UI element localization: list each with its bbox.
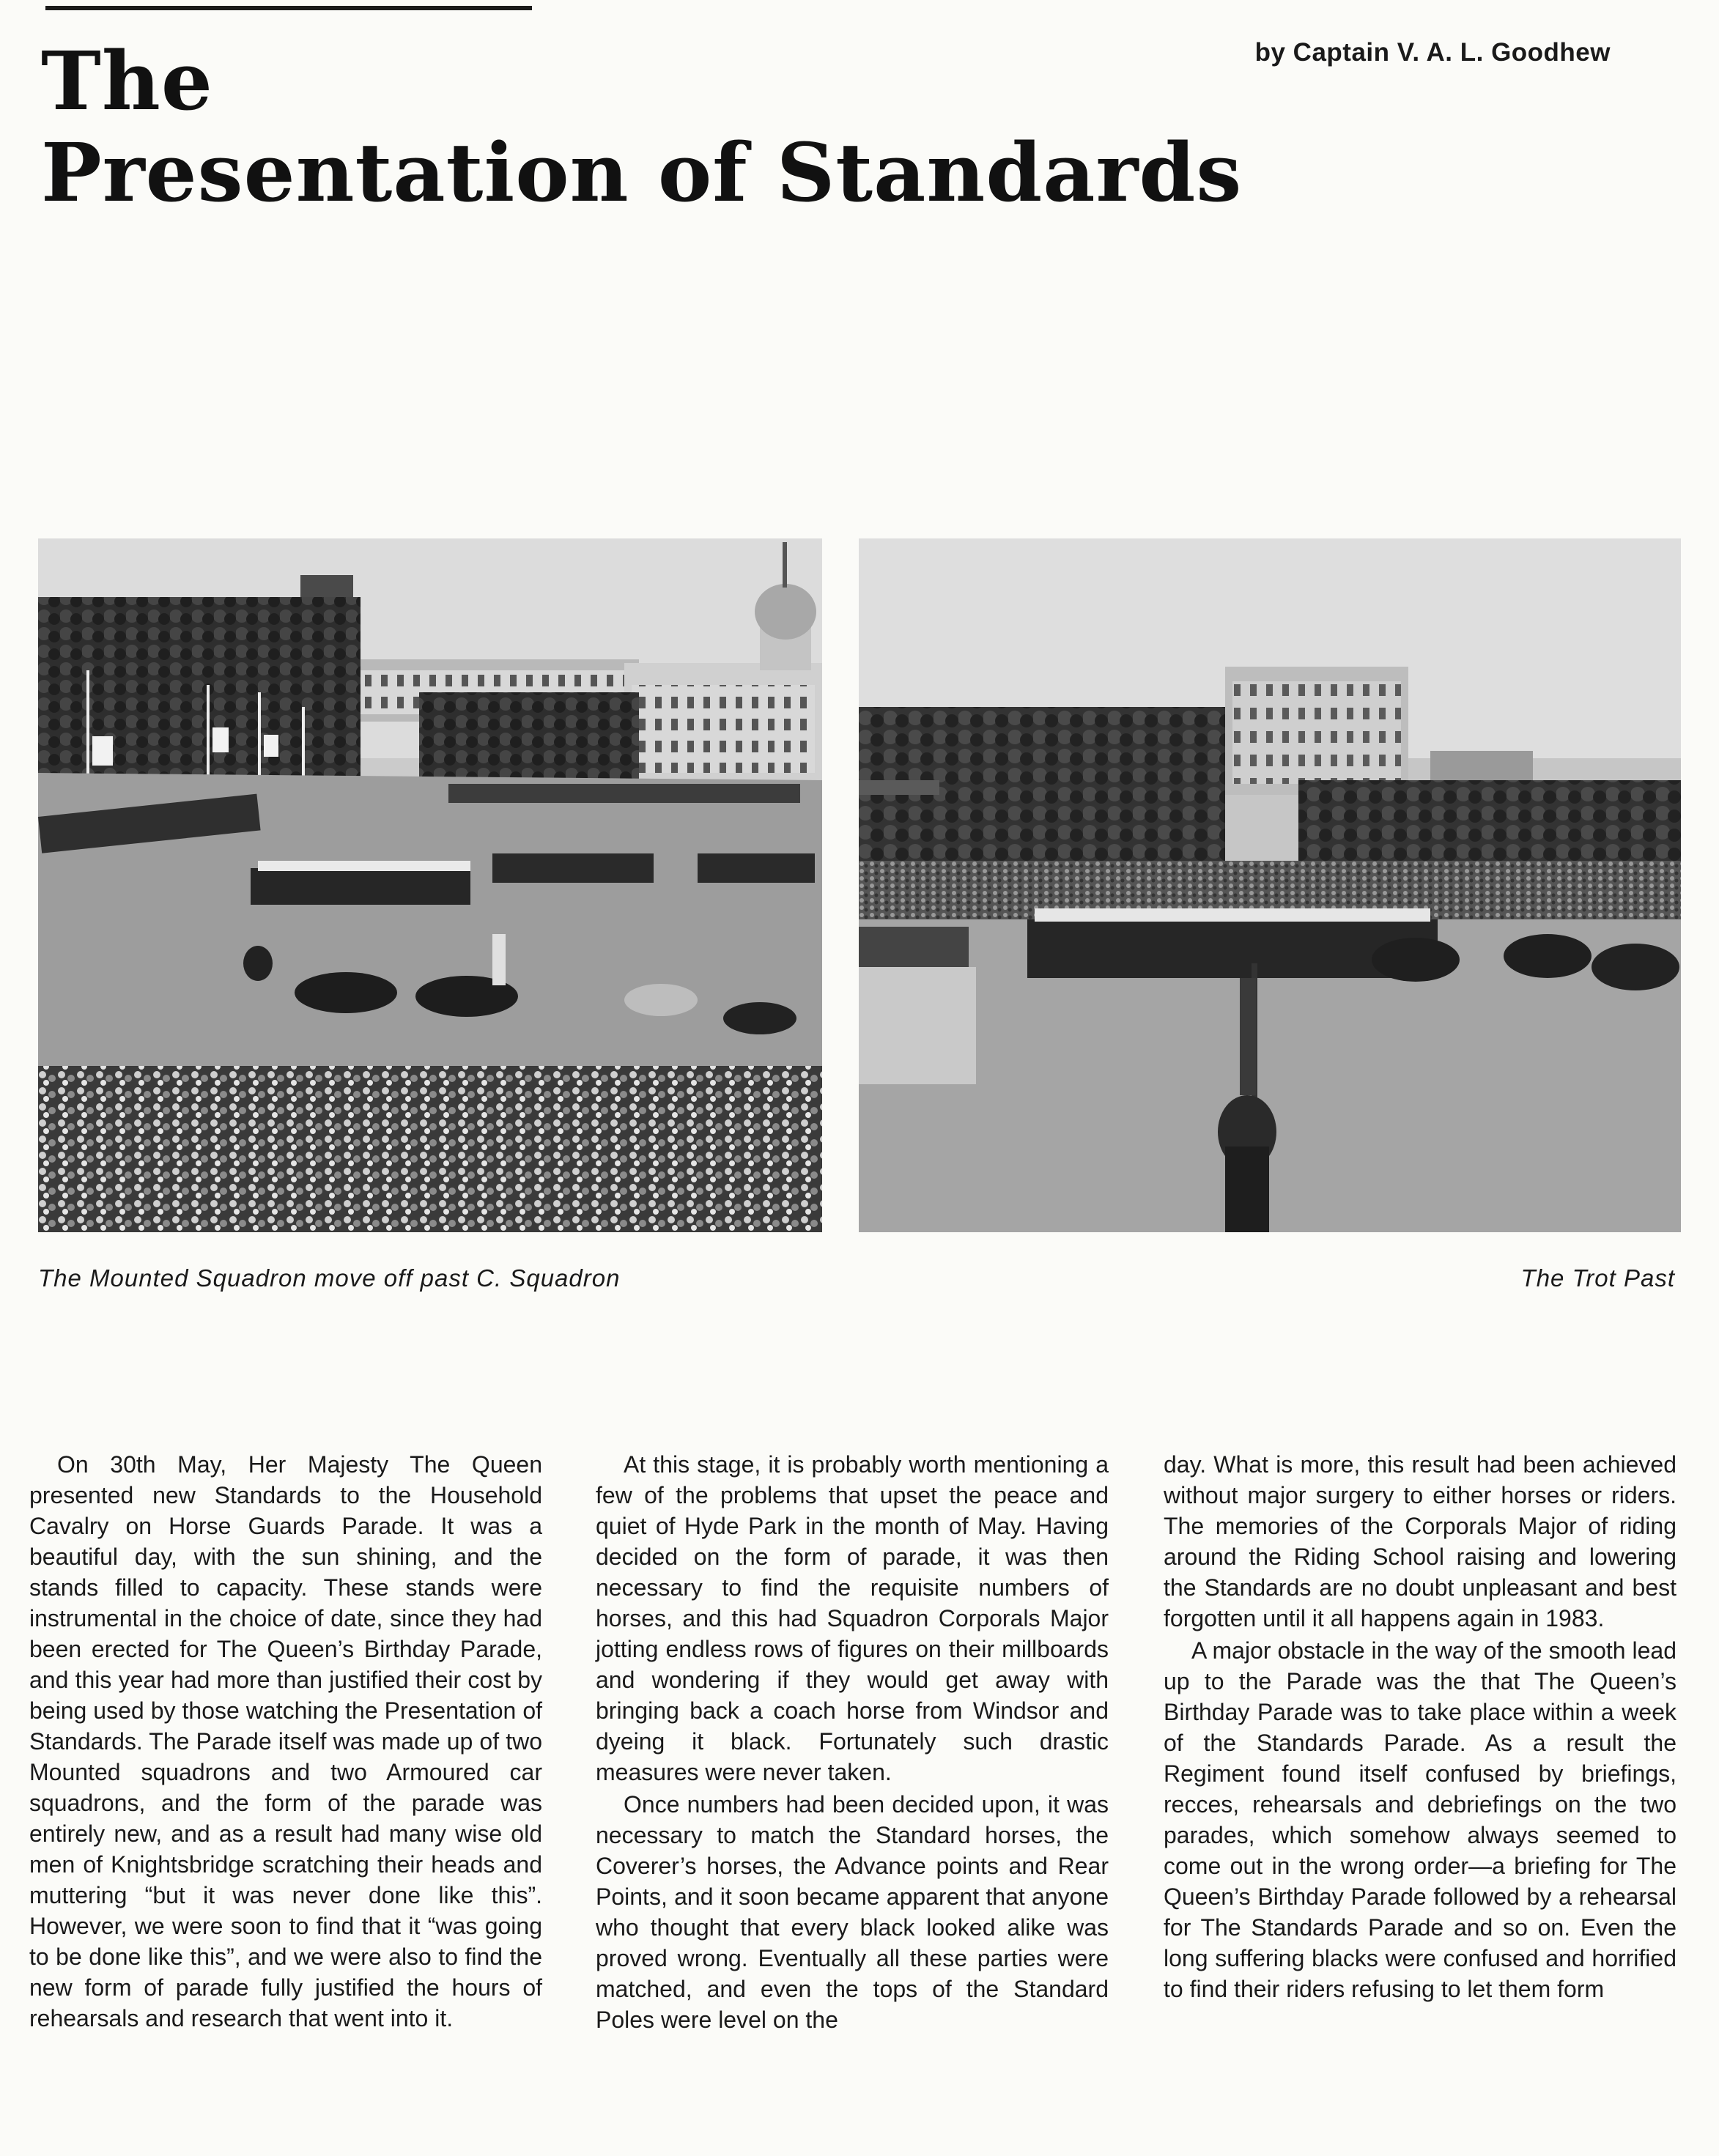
byline: by Captain V. A. L. Goodhew xyxy=(1254,38,1611,67)
paragraph: At this stage, it is probably worth mentioning a few of the problems that upset the peace and quiet of Hyde Park in the month of May. Having decided on the form of parade, it was then necessary to find the requisite numbers of horses, and this had Squadron Corporals Major jotting endless rows of figures on their millboards and wondering if they would get away with bringing back a coach horse from Windsor and dyeing it black. Fortunately such drastic measures were never taken. xyxy=(596,1451,1109,1785)
text-column-3 xyxy=(1164,1449,1677,2006)
title-line-2: Presentation of Standards xyxy=(41,125,1243,220)
paragraph: Once numbers had been decided upon, it was necessary to match the Standard horses, the Coverer’s horses, the Advance points and Rear Points, and it soon became apparent that anyone who thought that every black looked alike was proved wrong. Eventually all these parties were matched, and even the tops of the Standard Poles were level on the xyxy=(596,1791,1109,2033)
title-line-1: The xyxy=(41,34,213,128)
photo-caption-left: The Mounted Squadron move off past C. Squadron xyxy=(38,1264,621,1292)
photo-trot-past xyxy=(859,538,1681,1232)
paragraph: A major obstacle in the way of the smooth lead up to the Parade was the that The Queen’s Birthday Parade was to take place within a week of the Standards Parade. As a result the Regiment found itself confused by briefings, recces, rehearsals and debriefings on the two parades, which somehow always seemed to come out in the wrong order—a briefing for The Queen’s Birthday Parade followed by a rehearsal for The Standards Parade and so on. Even the long suffering blacks were confused and horrified to find their riders refusing to let them form xyxy=(1164,1637,1677,2002)
text-column-1 xyxy=(29,1449,542,2035)
top-rule xyxy=(45,6,532,10)
text-column-2 xyxy=(596,1449,1109,2037)
photo-caption-right: The Trot Past xyxy=(1520,1264,1675,1292)
paragraph: On 30th May, Her Majesty The Queen presented new Standards to the Household Cavalry on Horse Guards Parade. It was a beautiful day, with the sun shining, and the stands filled to capacity. These stands were instrumental in the choice of date, since they had been erected for The Queen’s Birthday Parade, and this year had more than justified their cost by being used by those watching the Presentation of Standards. The Parade itself was made up of two Mounted squadrons and two Armoured car squadrons, and the form of the parade was entirely new, and as a result had many wise old men of Knightsbridge scratching their heads and muttering “but it was never done like this”. However, we were soon to find that it “was going to be done like this”, and we were also to find the new form of parade fully justified the hours of rehearsals and research that went into it. xyxy=(29,1451,542,2031)
paragraph: day. What is more, this result had been achieved without major surgery to either horses or riders. The memories of the Corporals Major of riding around the Riding School raising and lowering the Standards are no doubt unpleasant and best forgotten until it all happens again in 1983. xyxy=(1164,1451,1677,1631)
photo-mounted-squadron xyxy=(38,538,822,1232)
article-title xyxy=(41,35,1242,218)
